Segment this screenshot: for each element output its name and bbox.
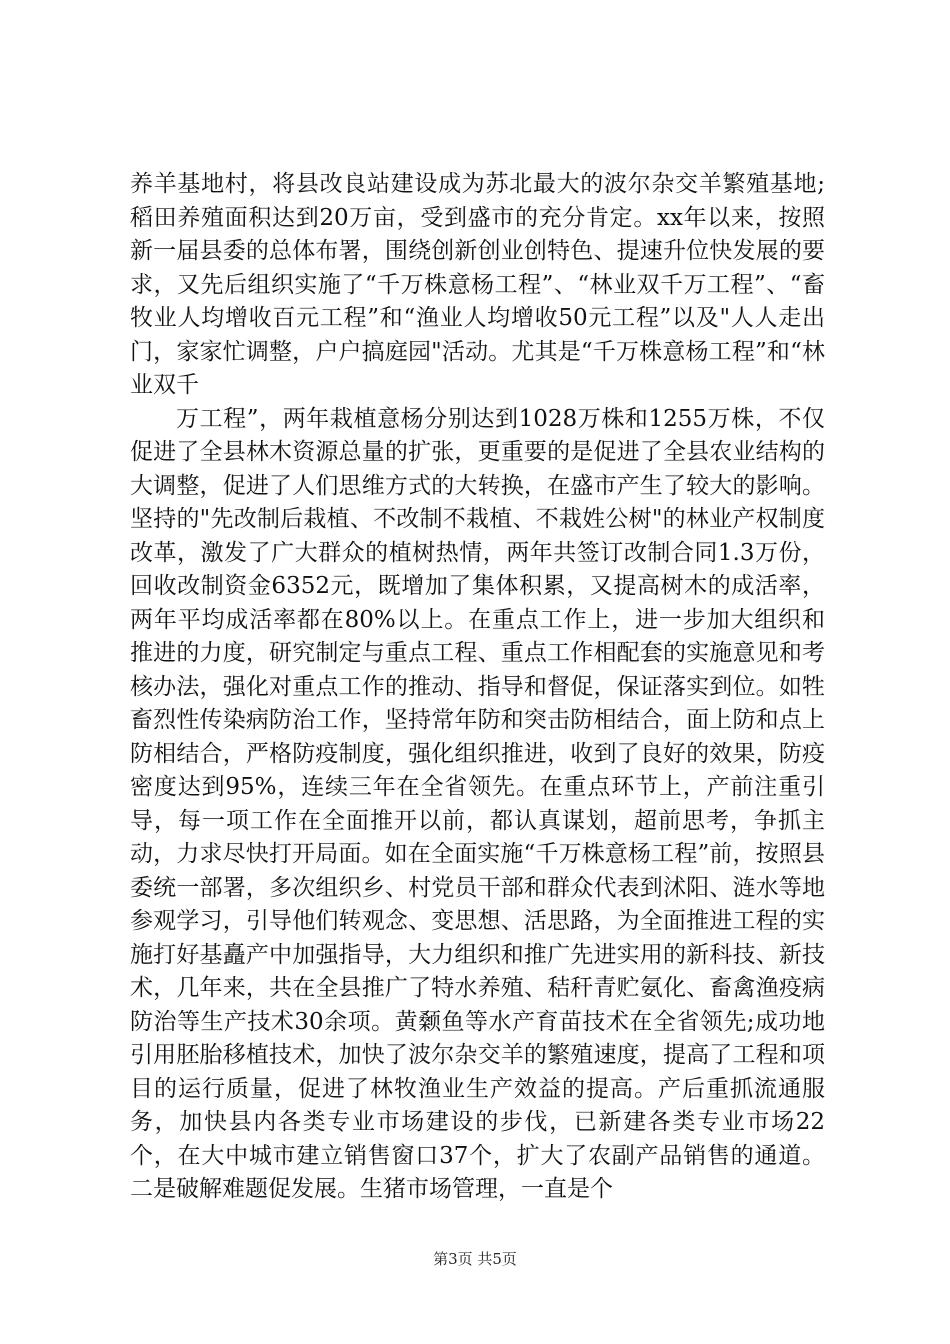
paragraph-1: 养羊基地村，将县改良站建设成为苏北最大的波尔杂交羊繁殖基地;稻田养殖面积达到20万亩，受到盛市的充分肯定。xx年以来，按照新一届县委的总体布署，围绕创新创业创特色、提速升位快发展的要求，又先后组织实施了“千万株意杨工程”、“林业双千万工程”、“畜牧业人均增收百元工程”和“渔业人均增收50元工程”以及"人人走出门，家家忙调整，户户搞庭园"活动。尤其是“千万株意杨工程”和“林业双千 <box>130 171 825 398</box>
page-number-footer: 第3页 共5页 <box>433 1250 517 1268</box>
paragraph-2: 万工程”，两年栽植意杨分别达到1028万株和1255万株，不仅促进了全县林木资源总量的扩张，更重要的是促进了全县农业结构的大调整，促进了人们思维方式的大转换，在盛市产生了较大的影响。坚持的"先改制后栽植、不改制不栽植、不栽姓公树"的林业产权制度改革，激发了广大群众的植树热情，两年共签订改制合同1.3万份，回收改制资金6352元，既增加了集体积累，又提高树木的成活率，两年平均成活率都在80%以上。在重点工作上，进一步加大组织和推进的力度，研究制定与重点工程、重点工作相配套的实施意见和考核办法，强化对重点工作的推动、指导和督促，保证落实到位。如牲畜烈性传染病防治工作，坚持常年防和突击防相结合，面上防和点上防相结合，严格防疫制度，强化组织推进，收到了良好的效果，防疫密度达到95%，连续三年在全省领先。在重点环节上，产前注重引导，每一项工作在全面推开以前，都认真谋划，超前思考，争抓主动，力求尽快打开局面。如在全面实施“千万株意杨工程”前，按照县委统一部署，多次组织乡、村党员干部和群众代表到沭阳、涟水等地参观学习，引导他们转观念、变思想、活思路，为全面推进工程的实施打好基矗产中加强指导，大力组织和推广先进实用的新科技、新技术，几年来，共在全县推广了特水养殖、秸秆青贮氨化、畜禽渔疫病防治等生产技术30余项。黄颡鱼等水产育苗技术在全省领先;成功地引用胚胎移植技术，加快了波尔杂交羊的繁殖速度，提高了工程和项目的运行质量，促进了林牧渔业生产效益的提高。产后重抓流通服务，加快县内各类专业市场建设的步伐，已新建各类专业市场22个，在大中城市建立销售窗口37个，扩大了农副产品销售的通道。二是破解难题促发展。生猪市场管理，一直是个 <box>130 405 825 1202</box>
body-text <box>130 168 825 1207</box>
